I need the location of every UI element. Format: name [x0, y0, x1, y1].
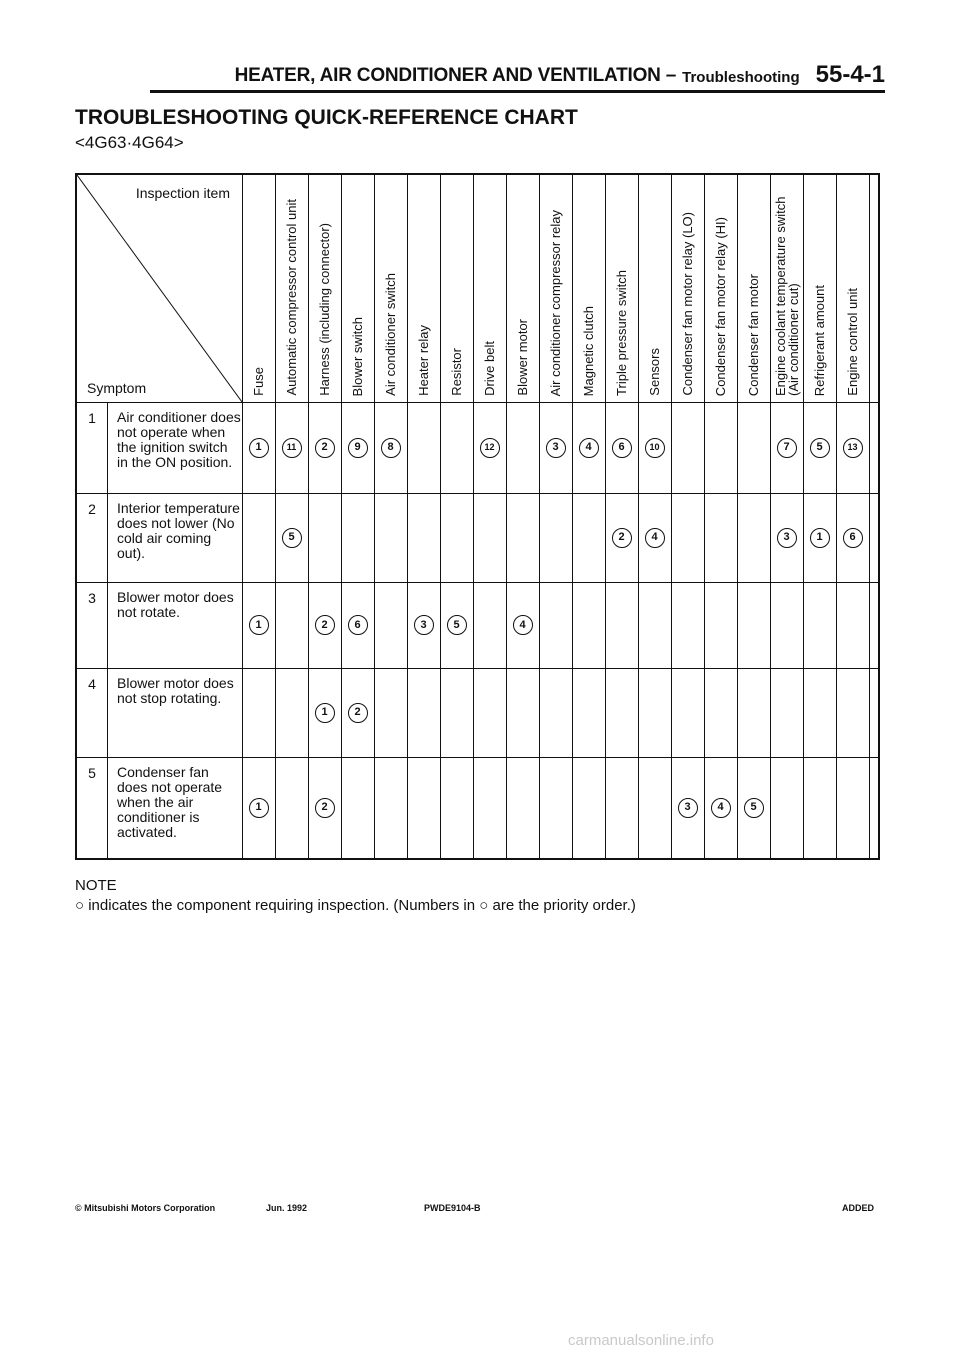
- priority-mark: 11: [282, 438, 302, 458]
- column-header: [275, 175, 308, 402]
- column-header: [374, 175, 407, 402]
- priority-mark: 4: [645, 528, 665, 548]
- column-header: [242, 175, 275, 402]
- column-header-label: Resistor: [448, 348, 464, 396]
- symptom-text: Condenser fan does not operate when the air conditioner is activated.: [117, 764, 223, 840]
- priority-mark: 8: [381, 438, 401, 458]
- priority-mark: 5: [282, 528, 302, 548]
- symptom-text: Blower motor does not rotate.: [117, 589, 234, 620]
- priority-mark: 1: [249, 615, 269, 635]
- priority-mark: 2: [348, 703, 368, 723]
- priority-mark: 5: [744, 798, 764, 818]
- priority-mark: 5: [447, 615, 467, 635]
- column-header: [572, 175, 605, 402]
- priority-mark: 5: [810, 438, 830, 458]
- footer-copyright: © Mitsubishi Motors Corporation: [75, 1203, 216, 1213]
- priority-mark: 13: [843, 438, 863, 458]
- priority-mark: 1: [810, 528, 830, 548]
- row-number-divider: [107, 402, 108, 858]
- column-header-label: Sensors: [646, 348, 662, 396]
- row-divider: [77, 493, 878, 494]
- priority-mark: 3: [414, 615, 434, 635]
- column-header-label: Air conditioner compressor relay: [547, 209, 563, 396]
- priority-mark: 3: [777, 528, 797, 548]
- column-header-label: Condenser fan motor relay (LO): [679, 212, 695, 396]
- priority-mark: 1: [249, 438, 269, 458]
- quick-reference-chart: [75, 173, 880, 860]
- priority-mark: 7: [777, 438, 797, 458]
- column-header: [605, 175, 638, 402]
- priority-mark: 6: [612, 438, 632, 458]
- inspection-item-label: Inspection item: [135, 185, 230, 201]
- note-text: ○ indicates the component requiring inspection. (Numbers in ○ are the priority order.): [75, 897, 636, 914]
- row-number: 2: [88, 501, 96, 517]
- column-header: [440, 175, 473, 402]
- column-header-label: Fuse: [250, 367, 266, 396]
- row-divider: [77, 757, 878, 758]
- priority-mark: 4: [711, 798, 731, 818]
- symptom-text: Blower motor does not stop rotating.: [117, 675, 234, 706]
- priority-mark: 10: [645, 438, 665, 458]
- row-divider: [77, 582, 878, 583]
- column-header-label: Triple pressure switch: [613, 270, 629, 396]
- column-header-label: Refrigerant amount: [811, 284, 827, 396]
- footer-code: PWDE9104-B: [424, 1203, 481, 1213]
- priority-mark: 3: [678, 798, 698, 818]
- page-header: [150, 62, 885, 93]
- doc-title: TROUBLESHOOTING QUICK-REFERENCE CHART: [75, 106, 578, 129]
- column-header: [737, 175, 770, 402]
- priority-mark: 6: [348, 615, 368, 635]
- symptom-text: Air conditioner does not operate when the ignition switch in the ON position.: [117, 409, 241, 470]
- priority-mark: 2: [315, 438, 335, 458]
- diagonal-divider: [77, 175, 242, 402]
- column-header: [803, 175, 836, 402]
- priority-mark: 6: [843, 528, 863, 548]
- footer-date: Jun. 1992: [266, 1203, 308, 1213]
- column-header-label: Heater relay: [415, 325, 431, 396]
- column-header-label: Blower switch: [349, 316, 365, 396]
- column-header-label: Engine coolant temperature switch (Air conditioner cut): [772, 196, 801, 396]
- row-number: 1: [88, 410, 96, 426]
- doc-subtitle: <4G63·4G64>: [75, 133, 184, 152]
- priority-mark: 1: [249, 798, 269, 818]
- row-number: 5: [88, 765, 96, 781]
- corner-cell: [77, 175, 242, 402]
- note-heading: NOTE: [75, 877, 117, 894]
- row-number: 4: [88, 676, 96, 692]
- column-header: [704, 175, 737, 402]
- header-section: Troubleshooting: [682, 69, 800, 86]
- footer-status: ADDED: [842, 1203, 875, 1213]
- priority-mark: 1: [315, 703, 335, 723]
- header-title: HEATER, AIR CONDITIONER AND VENTILATION –: [234, 65, 677, 86]
- priority-mark: 12: [480, 438, 500, 458]
- column-divider: [869, 175, 870, 858]
- column-header: [341, 175, 374, 402]
- column-header-label: Condenser fan motor relay (HI): [712, 216, 728, 396]
- priority-mark: 2: [315, 615, 335, 635]
- column-header: [836, 175, 869, 402]
- column-header: [638, 175, 671, 402]
- column-header-label: Air conditioner switch: [382, 273, 398, 396]
- column-header: [671, 175, 704, 402]
- row-divider: [77, 402, 878, 403]
- page-number: 55-4-1: [815, 61, 885, 88]
- column-header-label: Blower motor: [514, 319, 530, 396]
- column-header-label: Automatic compressor control unit: [283, 199, 299, 396]
- symptom-label: Symptom: [87, 380, 147, 396]
- column-header: [308, 175, 341, 402]
- row-divider: [77, 668, 878, 669]
- column-header: [539, 175, 572, 402]
- column-header: [770, 175, 803, 402]
- priority-mark: 4: [579, 438, 599, 458]
- column-header-label: Harness (including connector): [316, 223, 332, 396]
- column-header-label: Magnetic clutch: [580, 305, 596, 396]
- column-header-label: Condenser fan motor: [745, 273, 761, 396]
- column-header-label: Engine control unit: [844, 288, 860, 396]
- row-number: 3: [88, 590, 96, 606]
- column-header-label: Drive belt: [481, 341, 497, 396]
- column-header: [506, 175, 539, 402]
- priority-mark: 9: [348, 438, 368, 458]
- priority-mark: 2: [612, 528, 632, 548]
- priority-mark: 4: [513, 615, 533, 635]
- priority-mark: 2: [315, 798, 335, 818]
- symptom-text: Interior temperature does not lower (No cold air coming out).: [117, 500, 240, 561]
- watermark: carmanualsonline.info: [568, 1332, 714, 1349]
- priority-mark: 3: [546, 438, 566, 458]
- column-header: [473, 175, 506, 402]
- column-header: [407, 175, 440, 402]
